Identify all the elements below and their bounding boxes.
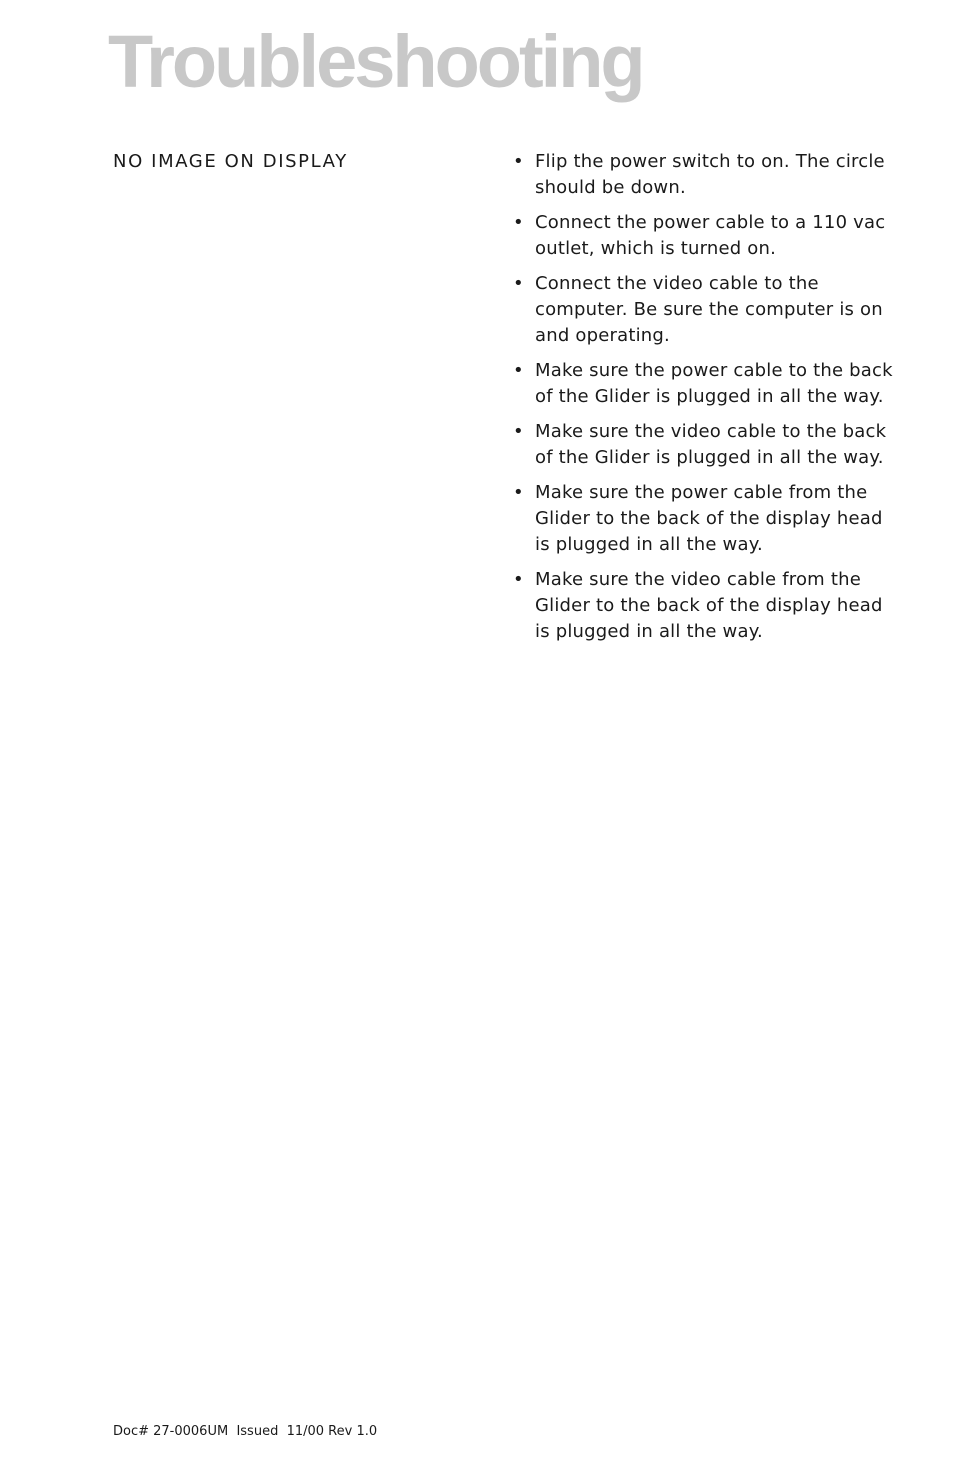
step-text: Connect the power cable to a 110 vac outlet, which is turned on. <box>535 212 886 259</box>
page-title: Troubleshooting <box>108 20 643 103</box>
bullet-icon: • <box>513 151 524 172</box>
step-text: Make sure the power cable from the Glider to the back of the display head is plugged in all the way. <box>535 482 883 555</box>
bullet-icon: • <box>513 421 524 442</box>
bullet-icon: • <box>513 482 524 503</box>
step-text: Flip the power switch to on. The circle should be down. <box>535 151 885 198</box>
step-text: Make sure the video cable to the back of the Glider is plugged in all the way. <box>535 421 887 468</box>
document-footer: Doc# 27-0006UM Issued 11/00 Rev 1.0 <box>113 1424 378 1439</box>
list-item <box>513 567 893 645</box>
troubleshooting-steps-list <box>513 149 893 654</box>
section-heading: NO IMAGE ON DISPLAY <box>113 151 348 172</box>
list-item <box>513 271 893 349</box>
step-text: Connect the video cable to the computer. Be sure the computer is on and operating. <box>535 273 883 346</box>
step-text: Make sure the video cable from the Glider to the back of the display head is plugged in all the way. <box>535 569 883 642</box>
bullet-icon: • <box>513 273 524 294</box>
list-item <box>513 480 893 558</box>
list-item <box>513 210 893 262</box>
bullet-icon: • <box>513 212 524 233</box>
bullet-icon: • <box>513 360 524 381</box>
list-item <box>513 149 893 201</box>
list-item <box>513 358 893 410</box>
step-text: Make sure the power cable to the back of the Glider is plugged in all the way. <box>535 360 893 407</box>
bullet-icon: • <box>513 569 524 590</box>
list-item <box>513 419 893 471</box>
